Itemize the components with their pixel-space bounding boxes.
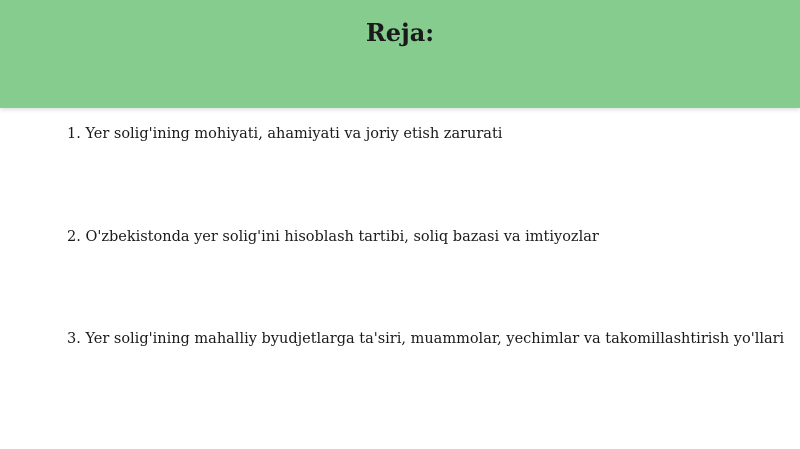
plan-item-2: 2. O'zbekistonda yer solig'ini hisoblash tartibi, soliq bazasi va imtiyozlar <box>67 229 599 245</box>
slide-title: Reja: <box>365 18 435 47</box>
plan-item-3: 3. Yer solig'ining mahalliy byudjetlarga ta'siri, muammolar, yechimlar va takomillashtirish yo'llari <box>67 331 785 347</box>
plan-item-1: 1. Yer solig'ining mohiyati, ahamiyati va joriy etish zarurati <box>67 126 503 142</box>
header-band <box>0 0 800 108</box>
